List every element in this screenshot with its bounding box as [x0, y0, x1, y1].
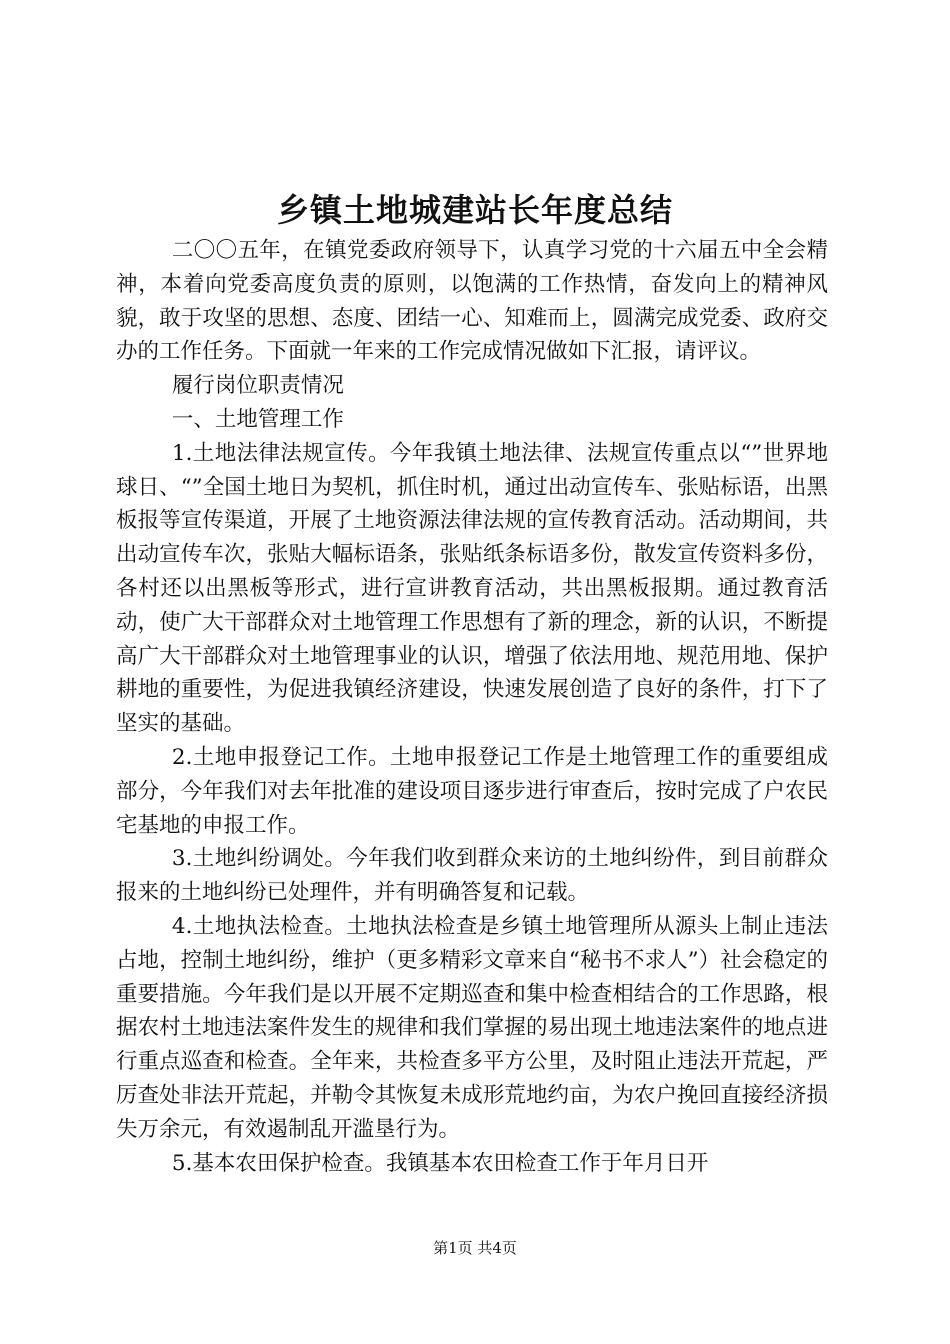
paragraph-land-registration: 2.土地申报登记工作。土地申报登记工作是土地管理工作的重要组成部分，今年我们对去年批准的建设项目逐步进行审查后，按时完成了户农民宅基地的申报工作。	[116, 744, 828, 838]
section-heading-duties: 履行岗位职责情况	[171, 373, 344, 399]
paragraph-farmland-protection: 5.基本农田保护检查。我镇基本农田检查工作于年月日开	[171, 1150, 709, 1176]
paragraph-dispute-mediation: 3.土地纠纷调处。今年我们收到群众来访的土地纠纷件，到目前群众报来的土地纠纷已处理件，并有明确答复和记载。	[116, 846, 828, 906]
document-body	[116, 234, 828, 1180]
document-title: 乡镇土地城建站长年度总结	[276, 191, 673, 229]
paragraph-law-promotion: 1.土地法律法规宣传。今年我镇土地法律、法规宣传重点以“”世界地球日、“”全国土地日为契机，抓住时机，通过出动宣传车、张贴标语，出黑板报等宣传渠道，开展了土地资源法律法规的宣传教育活动。活动期间，共出动宣传车次，张贴大幅标语条，张贴纸条标语多份，散发宣传资料多份，各村还以出黑板等形式，进行宣讲教育活动，共出黑板报期。通过教育活动，使广大干部群众对土地管理工作思想有了新的理念，新的认识，不断提高广大干部群众对土地管理事业的认识，增强了依法用地、规范用地、保护耕地的重要性，为促进我镇经济建设，快速发展创造了良好的条件，打下了坚实的基础。	[116, 440, 828, 737]
paragraph-law-enforcement: 4.土地执法检查。土地执法检查是乡镇土地管理所从源头上制止违法占地，控制土地纠纷，维护（更多精彩文章来自“秘书不求人”）社会稳定的重要措施。今年我们是以开展不定期巡查和集中检查相结合的工作思路，根据农村土地违法案件发生的规律和我们掌握的易出现土地违法案件的地点进行重点巡查和检查。全年来，共检查多平方公里，及时阻止违法开荒起，严厉查处非法开荒起，并勒令其恢复未成形荒地约亩，为农户挽回直接经济损失万余元，有效遏制乱开滥垦行为。	[116, 913, 828, 1142]
paragraph-intro: 二〇〇五年，在镇党委政府领导下，认真学习党的十六届五中全会精神，本着向党委高度负责的原则，以饱满的工作热情，奋发向上的精神风貌，敢于攻坚的思想、态度、团结一心、知难而上，圆满完成党委、政府交办的工作任务。下面就一年来的工作完成情况做如下汇报，请评议。	[116, 238, 828, 365]
section-heading-land-management: 一、土地管理工作	[171, 406, 344, 432]
page-footer: 第1页 共4页	[433, 1239, 517, 1257]
